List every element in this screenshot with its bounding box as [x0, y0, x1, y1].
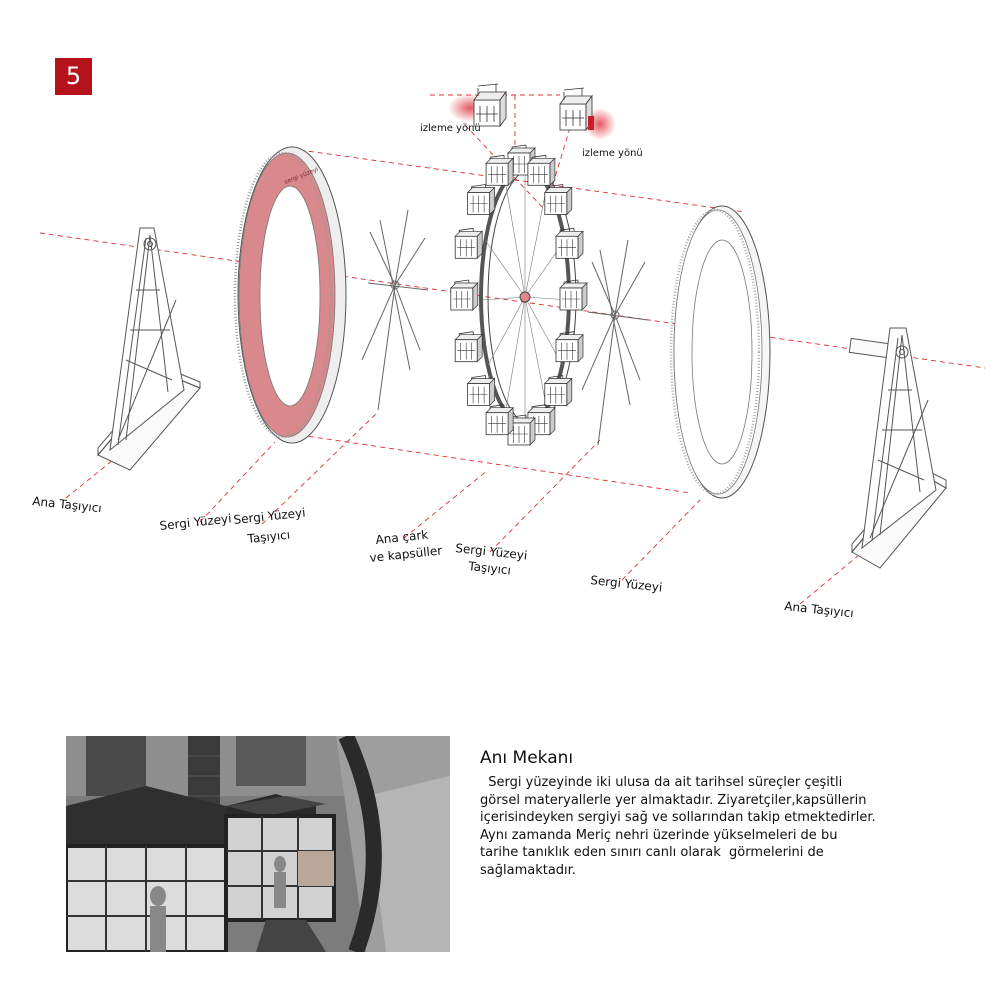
interior-render-image: [66, 736, 450, 952]
capsule: [556, 332, 583, 362]
viewing-direction-label-right: izleme yönü: [582, 148, 643, 159]
label-main-carrier-left: Ana Taşıyıcı: [31, 494, 103, 516]
section-number-badge: 5: [55, 58, 92, 95]
description-line: tarihe tanıklık eden sınırı canlı olarak görmelerini de: [480, 845, 824, 861]
description-line: Aynı zamanda Meriç nehri üzerinde yükselmeleri de bu: [480, 827, 838, 843]
label-surface-carrier-left-line1: Sergi Yüzeyi: [232, 505, 307, 527]
description-line: görsel materyallerle yer almaktadır. Ziyaretçiler,kapsüllerin: [480, 792, 867, 808]
surface-carrier-left: [362, 210, 428, 410]
description-title: Anı Mekanı: [480, 748, 574, 768]
capsule: [451, 280, 478, 310]
capsule: [468, 185, 495, 215]
description-block: [480, 748, 950, 880]
ring-inscription: sergi yüzeyi: [283, 165, 320, 186]
capsule: [468, 376, 495, 406]
description-line: içerisindeyken sergiyi sağ ve sollarından takip etmektedirler.: [480, 810, 876, 826]
label-exhibition-surface-left: Sergi Yüzeyi: [158, 511, 233, 533]
exhibition-surface-ring-right: [671, 206, 770, 498]
label-main-carrier-right: Ana Taşıyıcı: [783, 599, 855, 621]
capsule: [455, 332, 482, 362]
description-body: [480, 774, 950, 880]
viewing-capsule-left: [448, 84, 506, 126]
capsule: [455, 228, 482, 258]
label-surface-carrier-left-line2: Taşıyıcı: [246, 527, 291, 546]
capsule: [545, 185, 572, 215]
main-carrier-right: [849, 328, 946, 568]
label-main-wheel-line1: Ana çark: [374, 527, 429, 547]
capsule-group: [451, 145, 587, 445]
capsule: [528, 155, 555, 185]
description-line: sağlamaktadır.: [480, 862, 576, 878]
exhibition-surface-ring-left: [235, 147, 346, 443]
capsule: [545, 376, 572, 406]
capsule: [486, 405, 513, 435]
label-surface-carrier-right-line1: Sergi Yüzeyi: [454, 541, 528, 563]
label-exhibition-surface-right: Sergi Yüzeyi: [589, 573, 663, 595]
capsule: [556, 228, 583, 258]
description-line: Sergi yüzeyinde iki ulusa da ait tarihsel süreçler çeşitli: [480, 775, 843, 790]
label-surface-carrier-right-line2: Taşıyıcı: [467, 559, 512, 578]
main-carrier-left: [98, 228, 200, 470]
label-main-wheel-line2: ve kapsüller: [368, 543, 443, 565]
viewing-direction-label-left: izleme yönü: [420, 123, 481, 134]
capsule: [560, 280, 587, 310]
surface-carrier-right: [582, 240, 648, 445]
capsule: [486, 155, 513, 185]
